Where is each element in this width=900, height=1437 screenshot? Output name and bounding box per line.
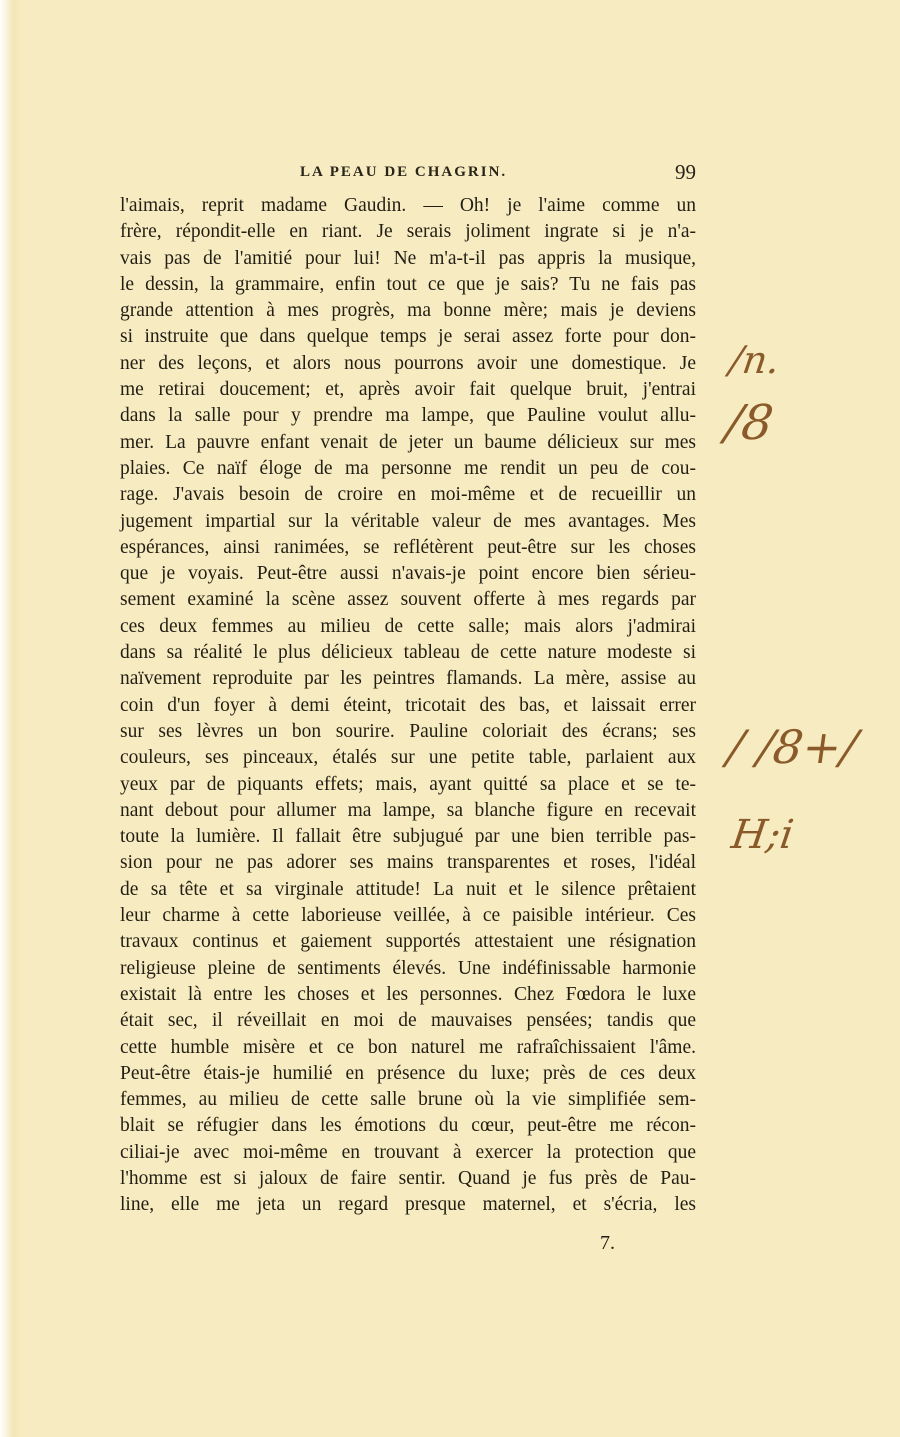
- text-line: que je voyais. Peut-être aussi n'avais-je point encore bien sérieu-: [120, 563, 696, 585]
- text-line: frère, répondit-elle en riant. Je serais joliment ingrate si je n'a-: [120, 221, 696, 243]
- page-number: 99: [675, 160, 696, 184]
- running-title: LA PEAU DE CHAGRIN.: [300, 164, 508, 180]
- text-line: naïvement reproduite par les peintres flamands. La mère, assise au: [120, 668, 696, 690]
- text-line: si instruite que dans quelque temps je serai assez forte pour don-: [120, 326, 696, 348]
- text-line: Peut-être étais-je humilié en présence du luxe; près de ces deux: [120, 1062, 696, 1084]
- text-line: toute la lumière. Il fallait être subjugué par une bien terrible pas-: [120, 826, 696, 848]
- running-header: [118, 160, 698, 190]
- text-line: me retirai doucement; et, après avoir fait quelque bruit, j'entrai: [120, 379, 696, 401]
- text-line: sion pour ne pas adorer ses mains transparentes et roses, l'idéal: [120, 852, 696, 874]
- text-line: blait se réfugier dans les émotions du cœur, peut-être me récon-: [120, 1115, 696, 1137]
- text-line: femmes, au milieu de cette salle brune où la vie simplifiée sem-: [120, 1089, 696, 1111]
- text-line: l'homme est si jaloux de faire sentir. Quand je fus près de Pau-: [120, 1167, 696, 1189]
- text-line: rage. J'avais besoin de croire en moi-même et de recueillir un: [120, 484, 696, 506]
- text-line: coin d'un foyer à demi éteint, tricotait des bas, et laissait errer: [120, 694, 696, 716]
- text-line: le dessin, la grammaire, enfin tout ce que je sais? Tu ne fais pas: [120, 273, 696, 295]
- handwritten-annotation: H;i: [728, 812, 797, 858]
- text-line: sement examiné la scène assez souvent offerte à mes regards par: [120, 589, 696, 611]
- text-line: ces deux femmes au milieu de cette salle; mais alors j'admirai: [120, 615, 696, 637]
- text-line: religieuse pleine de sentiments élevés. Une indéfinissable harmonie: [120, 957, 696, 979]
- text-line: cette humble misère et ce bon naturel me rafraîchissaient l'âme.: [120, 1036, 696, 1058]
- text-line: nant debout pour allumer ma lampe, sa blanche figure en recevait: [120, 799, 696, 821]
- text-line: couleurs, ses pinceaux, étalés sur une petite table, parlaient aux: [120, 747, 696, 769]
- text-line: ciliai-je avec moi-même en trouvant à exercer la protection que: [120, 1141, 696, 1163]
- text-line: grande attention à mes progrès, ma bonne mère; mais je deviens: [120, 300, 696, 322]
- page-edge-shadow: [0, 0, 22, 1437]
- text-line: sur ses lèvres un bon sourire. Pauline coloriait des écrans; ses: [120, 720, 696, 742]
- text-line: yeux par de piquants effets; mais, ayant quitté sa place et se te-: [120, 773, 696, 795]
- text-line: leur charme à cette laborieuse veillée, à ce paisible intérieur. Ces: [120, 905, 696, 927]
- text-line: existait là entre les choses et les personnes. Chez Fœdora le luxe: [120, 983, 696, 1005]
- text-line: vais pas de l'amitié pour lui! Ne m'a-t-il pas appris la musique,: [120, 247, 696, 269]
- text-line: ner des leçons, et alors nous pourrons avoir une domestique. Je: [120, 352, 696, 374]
- handwritten-annotation: /n.: [726, 338, 783, 382]
- text-line: line, elle me jeta un regard presque maternel, et s'écria, les: [120, 1194, 696, 1216]
- handwritten-annotation: / /8+/: [724, 720, 861, 774]
- text-line: mer. La pauvre enfant venait de jeter un baume délicieux sur mes: [120, 431, 696, 453]
- signature-mark: 7.: [600, 1232, 615, 1254]
- text-line: plaies. Ce naïf éloge de ma personne me rendit un peu de cou-: [120, 457, 696, 479]
- text-line: espérances, ainsi ranimées, se reflétèrent peut-être sur les choses: [120, 536, 696, 558]
- text-line: jugement impartial sur la véritable valeur de mes avantages. Mes: [120, 510, 696, 532]
- text-line: l'aimais, reprit madame Gaudin. — Oh! je l'aime comme un: [120, 195, 696, 216]
- body-text: [120, 193, 696, 1219]
- text-line: dans sa réalité le plus délicieux tableau de cette nature modeste si: [120, 642, 696, 664]
- text-line: travaux continus et gaiement supportés attestaient une résignation: [120, 931, 696, 953]
- text-line: était sec, il réveillait en moi de mauvaises pensées; tandis que: [120, 1010, 696, 1032]
- text-line: dans la salle pour y prendre ma lampe, que Pauline voulut allu-: [120, 405, 696, 427]
- handwritten-annotation: /8: [722, 395, 777, 451]
- text-line: de sa tête et sa virginale attitude! La nuit et le silence prêtaient: [120, 878, 696, 900]
